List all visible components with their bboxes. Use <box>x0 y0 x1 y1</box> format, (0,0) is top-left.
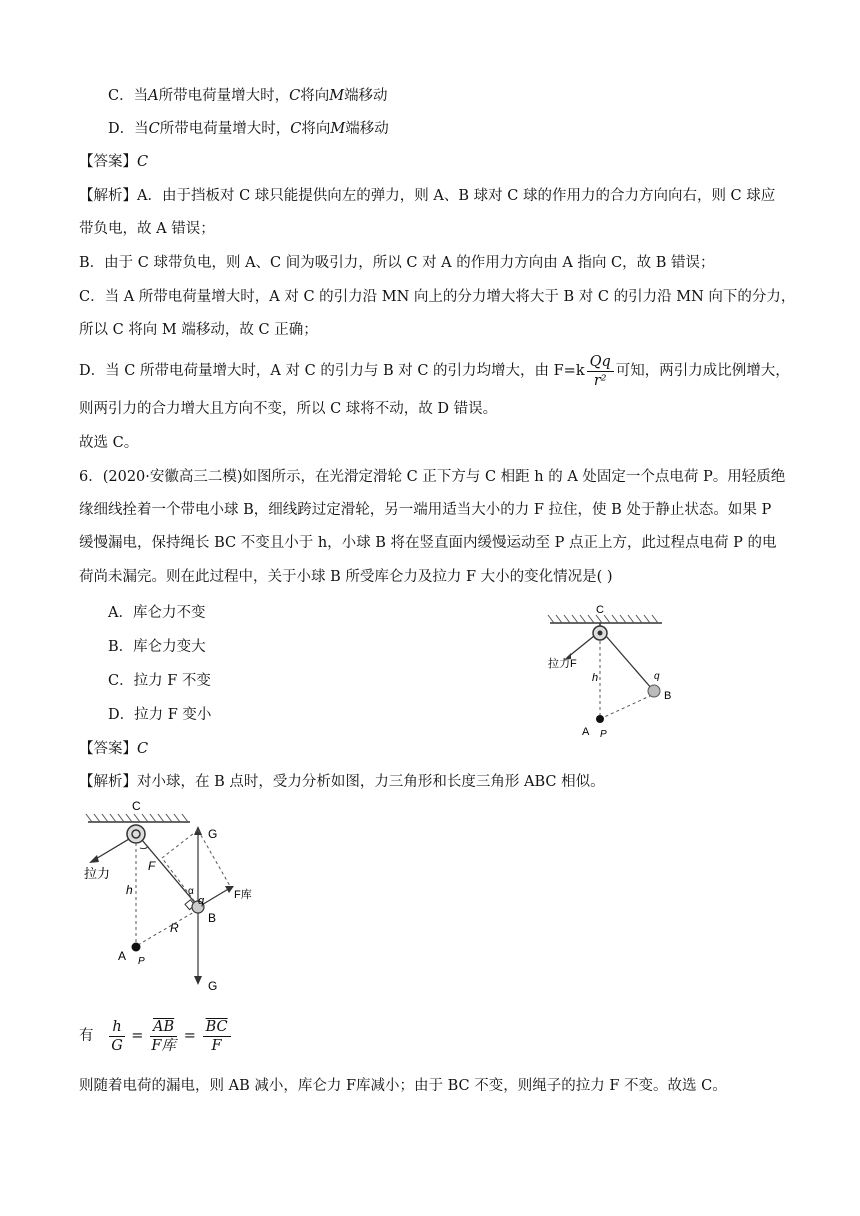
label-pull: 拉力F <box>548 658 577 670</box>
charge-p-2 <box>132 943 141 952</box>
analysis-1-line-3: B．由于 C 球带负电，则 A、C 间为吸引力，所以 C 对 A 的作用力方向由 A 指向 C，故 B 错误； <box>79 255 715 271</box>
analysis-2-line-1: 【解析】对小球，在 B 点时，受力分析如图，力三角形和长度三角形 ABC 相似。 <box>79 774 605 790</box>
fig2-label-b: B <box>208 911 217 925</box>
question-6-line-3: 缓慢漏电，保持绳长 BC 不变且小于 h，小球 B 将在竖直面内缓慢运动至 P 点正上方，此过程点电荷 P 的电 <box>79 535 777 551</box>
fraction-h-g: $\frac{h}{G}$ <box>111 1018 123 1054</box>
fig2-label-fk: F库 <box>234 889 252 901</box>
label-c: C <box>596 605 604 616</box>
label-h: h <box>592 672 599 684</box>
q6-option-c: C．拉力 F 不变 <box>108 673 211 689</box>
q6-option-a: A．库仑力不变 <box>108 605 206 621</box>
fig2-label-c: C <box>132 800 141 813</box>
label-p: P <box>600 729 607 740</box>
fraction-ab-fk: $\frac{\overline{AB}}{\text{F库}}$ <box>151 1018 176 1054</box>
fig2-label-a: A <box>118 949 127 963</box>
fig2-label-q: q <box>198 895 205 907</box>
analysis-1-line-5: 所以 C 将向 M 端移动，故 C 正确； <box>79 322 318 338</box>
analysis-1-line-8: 故选 C。 <box>79 435 139 451</box>
q6-option-b: B．库仑力变大 <box>108 639 206 655</box>
fig2-label-g-top: G <box>208 827 218 841</box>
ratio-equation: 有 $\frac{h}{G}$ = $\frac{\overline{AB}}{\text{F库}}$ = $\frac{\overline{BC}}{F}$ <box>79 1014 233 1058</box>
ball-b <box>648 685 660 697</box>
question-6-line-4: 荷尚未漏完。则在此过程中，关于小球 B 所受库仑力及拉力 F 大小的变化情况是( ) <box>79 569 613 585</box>
fig2-label-r: R <box>170 921 179 935</box>
answer-1: 【答案】C <box>79 154 149 170</box>
analysis-2-last: 则随着电荷的漏电，则 AB 减小，库仑力 F库减小；由于 BC 不变，则绳子的拉力 F 不变。故选 C。 <box>79 1078 727 1094</box>
analysis-1-line-1: 【解析】A．由于挡板对 C 球只能提供向左的弹力，则 A、B 球对 C 球的作用力的合力方向向右，则 C 球应 <box>79 188 776 204</box>
label-q: q <box>654 671 660 682</box>
label-b: B <box>664 690 672 702</box>
charge-p <box>596 715 604 723</box>
fig2-label-f: F <box>148 859 156 873</box>
analysis-1-line-6: D．当 C 所带电荷量增大时，A 对 C 的引力与 B 对 C 的引力均增大，由 F=k $\frac{Qq}{\text{r²}}$ 可知，两引力成比例增大， <box>79 353 790 389</box>
option-d-prev: D．当C所带电荷量增大时，C将向M端移动 <box>108 121 389 137</box>
q6-option-d: D．拉力 F 变小 <box>108 707 212 723</box>
analysis-1-line-4: C．当 A 所带电荷量增大时，A 对 C 的引力沿 MN 向上的分力增大将大于 B 对 C 的引力沿 MN 向下的分力， <box>79 289 796 305</box>
fig2-label-p: P <box>138 956 145 967</box>
option-c-prev: C．当A所带电荷量增大时，C将向M端移动 <box>108 88 388 104</box>
question-6-line-2: 缘细线拴着一个带电小球 B，细线跨过定滑轮，另一端用适当大小的力 F 拉住，使 B 处于静止状态。如果 P <box>79 502 772 518</box>
analysis-1-line-2: 带负电，故 A 错误； <box>79 221 215 237</box>
fig2-label-h: h <box>126 883 133 897</box>
fig2-label-pull: 拉力 <box>84 866 111 881</box>
question-6-line-1: 6．(2020·安徽高三二模)如图所示，在光滑定滑轮 C 正下方与 C 相距 h 的 A 处固定一个点电荷 P。用轻质绝 <box>79 469 786 485</box>
fig2-label-g-bottom: G <box>208 979 218 993</box>
fraction-bc-f: $\frac{\overline{BC}}{F}$ <box>203 1018 231 1055</box>
answer-2: 【答案】C <box>79 741 149 757</box>
fig2-label-alpha: α <box>188 886 194 897</box>
coulomb-fraction: $\frac{Qq}{\text{r²}}$ <box>587 353 614 390</box>
analysis-1-line-7: 则两引力的合力增大且方向不变，所以 C 球将不动，故 D 错误。 <box>79 401 498 417</box>
force-diagram-figure-2 <box>80 800 280 1000</box>
pulley-figure-1 <box>540 605 710 745</box>
label-a: A <box>582 726 590 738</box>
